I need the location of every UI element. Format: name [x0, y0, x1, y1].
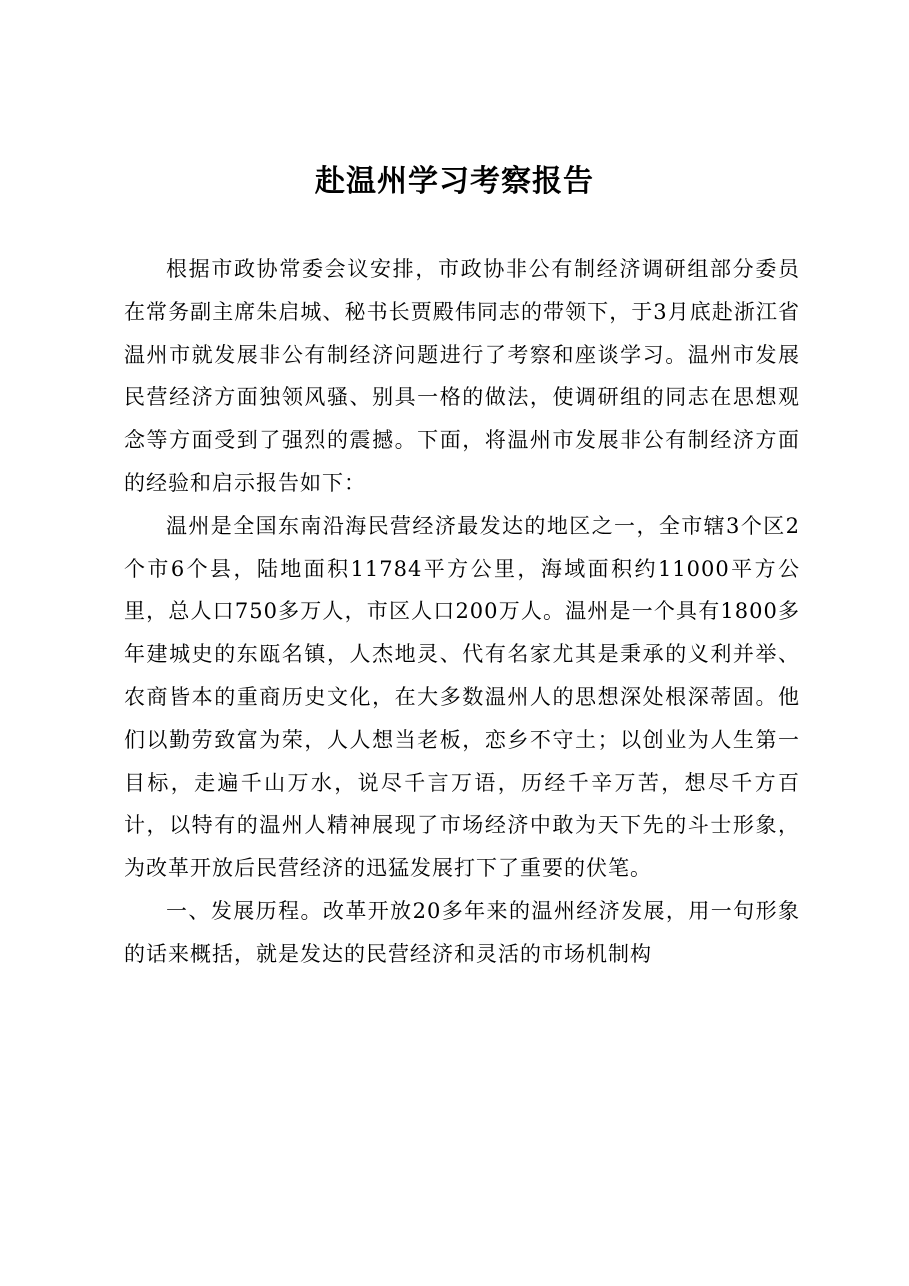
paragraph-wenzhou-overview: 温州是全国东南沿海民营经济最发达的地区之一，全市辖3个区2个市6个县，陆地面积11784平方公里，海域面积约11000平方公里，总人口750多万人，市区人口200万人。温州是一个具有1800多年建城史的东瓯名镇，人杰地灵、代有名家尤其是秉承的义利并举、农商皆本的重商历史文化，在大多数温州人的思想深处根深蒂固。他们以勤劳致富为荣，人人想当老板，恋乡不守土；以创业为人生第一目标，走遍千山万水，说尽千言万语，历经千辛万苦，想尽千方百计，以特有的温州人精神展现了市场经济中敢为天下先的斗士形象，为改革开放后民营经济的迅猛发展打下了重要的伏笔。	[124, 513, 800, 881]
paragraph-development-history: 一、发展历程。改革开放20多年来的温州经济发展，用一句形象的话来概括，就是发达的民营经济和灵活的市场机制构	[124, 898, 800, 966]
document-title: 赴温州学习考察报告	[315, 164, 594, 199]
paragraph-intro: 根据市政协常委会议安排，市政协非公有制经济调研组部分委员在常务副主席朱启城、秘书长贾殿伟同志的带领下，于3月底赴浙江省温州市就发展非公有制经济问题进行了考察和座谈学习。温州市发展民营经济方面独领风骚、别具一格的做法，使调研组的同志在思想观念等方面受到了强烈的震撼。下面，将温州市发展非公有制经济方面的经验和启示报告如下：	[124, 257, 800, 495]
document-body	[124, 248, 800, 976]
